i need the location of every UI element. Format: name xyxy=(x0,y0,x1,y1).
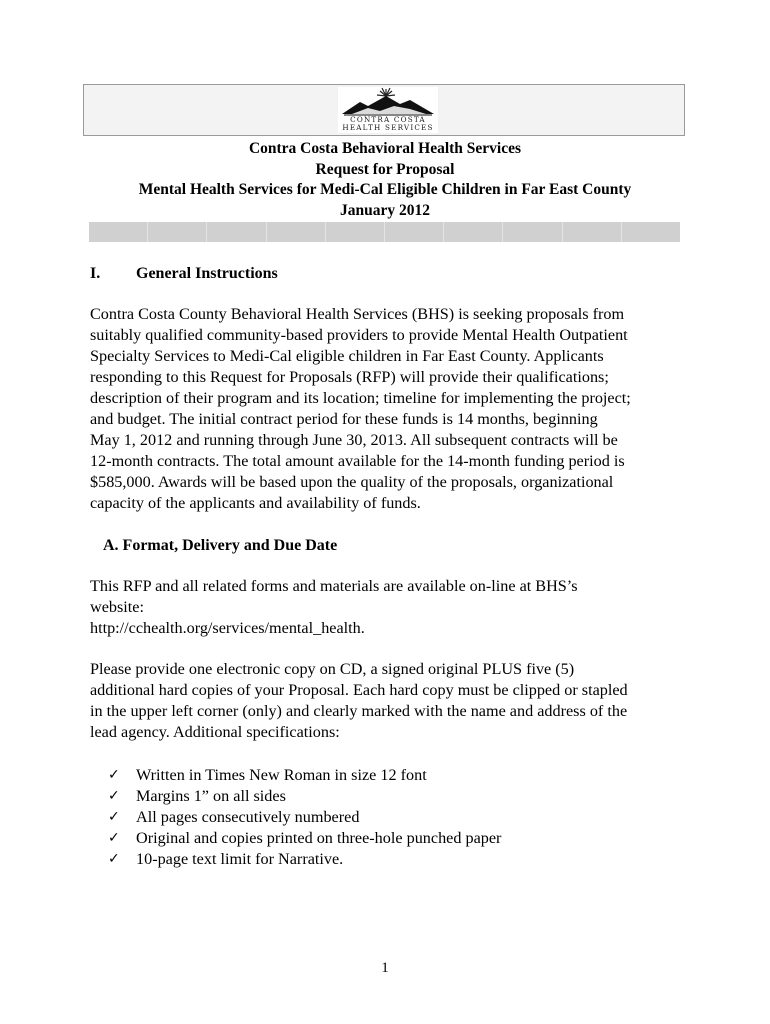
logo-text-line2: HEALTH SERVICES xyxy=(342,123,434,132)
checklist-item-text: Original and copies printed on three-hole punched paper xyxy=(136,829,502,847)
section-title: General Instructions xyxy=(136,265,278,282)
paragraph-line: and budget. The initial contract period for these funds is 14 months, beginning xyxy=(90,410,598,428)
title-line-rfp: Request for Proposal xyxy=(315,160,455,178)
paragraph-line: $585,000. Awards will be based upon the quality of the proposals, organizational xyxy=(90,473,614,491)
checkmark-icon: ✓ xyxy=(108,767,120,783)
submission-paragraph xyxy=(90,659,628,743)
title-line-date: January 2012 xyxy=(340,201,430,219)
website-url: http://cchealth.org/services/mental_health. xyxy=(90,619,365,637)
checklist-item xyxy=(108,807,501,828)
logo-text-line1: CONTRA COSTA xyxy=(350,115,426,124)
checklist-item xyxy=(108,849,501,870)
checklist-item-text: Margins 1” on all sides xyxy=(136,787,286,805)
paragraph-line: lead agency. Additional specifications: xyxy=(90,723,340,741)
subsection-title: A. Format, Delivery and Due Date xyxy=(103,537,338,554)
gray-divider-bar xyxy=(89,222,680,242)
paragraph-line: suitably qualified community-based providers to provide Mental Health Outpatient xyxy=(90,326,628,344)
paragraph-line: additional hard copies of your Proposal. Each hard copy must be clipped or stapled xyxy=(90,681,628,699)
title-line-organization: Contra Costa Behavioral Health Services xyxy=(248,140,522,157)
paragraph-line: 12-month contracts. The total amount available for the 14-month funding period is xyxy=(90,452,625,470)
checklist-item xyxy=(108,828,501,849)
checkmark-icon: ✓ xyxy=(108,851,120,867)
paragraph-line: responding to this Request for Proposals (RFP) will provide their qualifications; xyxy=(90,368,609,386)
checklist-item xyxy=(108,786,501,807)
paragraph-line: Contra Costa County Behavioral Health Services (BHS) is seeking proposals from xyxy=(90,305,625,323)
paragraph-line: This RFP and all related forms and materials are available on-line at BHS’s xyxy=(90,577,578,595)
checkmark-icon: ✓ xyxy=(108,830,120,846)
checkmark-icon: ✓ xyxy=(108,788,120,804)
paragraph-line: website: xyxy=(90,598,144,616)
checklist-item-text: Written in Times New Roman in size 12 font xyxy=(136,766,427,784)
mountain-sun-icon xyxy=(338,87,438,117)
checklist-item-text: All pages consecutively numbered xyxy=(136,808,360,826)
paragraph-line: description of their program and its location; timeline for implementing the project; xyxy=(90,389,631,407)
title-line-subject: Mental Health Services for Medi-Cal Eligible Children in Far East County xyxy=(138,181,632,198)
header-logo-box xyxy=(83,84,685,136)
paragraph-line: May 1, 2012 and running through June 30, 2013. All subsequent contracts will be xyxy=(90,431,618,449)
paragraph-line: in the upper left corner (only) and clearly marked with the name and address of the xyxy=(90,702,628,720)
paragraph-line: capacity of the applicants and availability of funds. xyxy=(90,494,421,512)
contra-costa-logo xyxy=(338,87,438,133)
availability-paragraph xyxy=(90,576,578,639)
page-number: 1 xyxy=(381,960,389,976)
checkmark-icon: ✓ xyxy=(108,809,120,825)
checklist-item-text: 10-page text limit for Narrative. xyxy=(136,850,344,868)
specifications-checklist xyxy=(108,765,501,870)
general-instructions-paragraph xyxy=(90,304,631,514)
checklist-item xyxy=(108,765,501,786)
document-title xyxy=(88,139,682,221)
section-number: I. xyxy=(90,265,101,282)
paragraph-line: Please provide one electronic copy on CD, a signed original PLUS five (5) xyxy=(90,660,575,678)
paragraph-line: Specialty Services to Medi-Cal eligible children in Far East County. Applicants xyxy=(90,347,604,365)
